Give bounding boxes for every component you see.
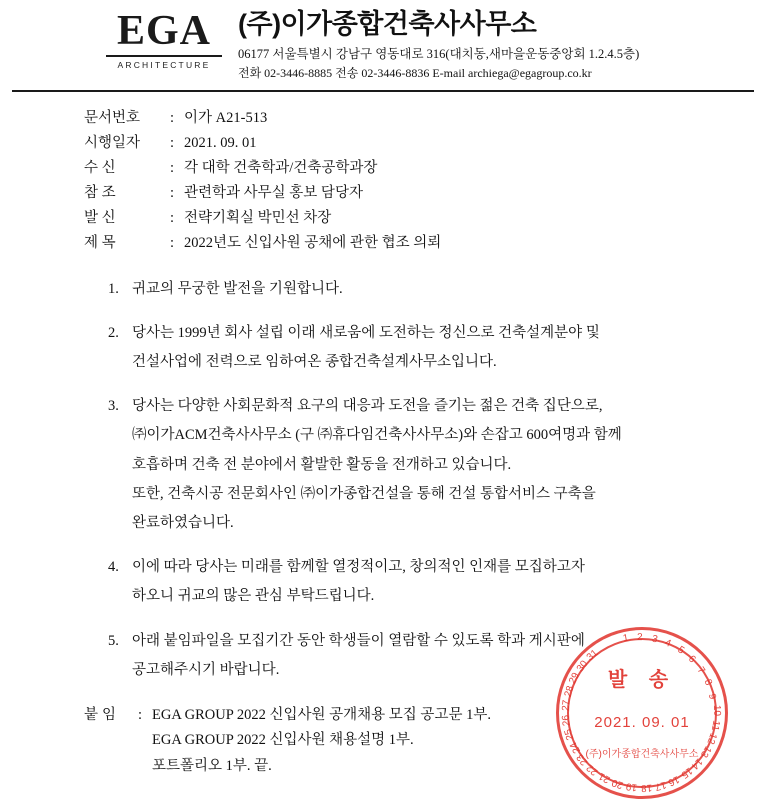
meta-value: 각 대학 건축학과/건축공학과장 bbox=[184, 159, 378, 176]
meta-colon: : bbox=[170, 234, 175, 251]
stamp-ring-number: 18 bbox=[640, 781, 653, 794]
item-line: ㈜이가ACM건축사사무소 (구 ㈜휴다임건축사사무소)와 손잡고 600여명과 함께 bbox=[132, 427, 622, 444]
list-item bbox=[108, 556, 708, 608]
stamp-ring-number: 26 bbox=[560, 713, 573, 727]
stamp-ring-number: 11 bbox=[708, 719, 722, 732]
attachments-label: 붙임 bbox=[84, 706, 121, 723]
document-meta bbox=[84, 106, 766, 256]
list-item bbox=[108, 630, 708, 682]
stamp-ring-number: 30 bbox=[574, 658, 591, 675]
item-line: 당사는 다양한 사회문화적 요구의 대응과 도전을 즐기는 젊은 건축 집단으로, bbox=[132, 398, 603, 415]
meta-value: 관련학과 사무실 홍보 담당자 bbox=[184, 184, 363, 201]
item-text bbox=[132, 278, 708, 301]
meta-row bbox=[84, 206, 766, 231]
stamp-ring-number: 16 bbox=[666, 772, 682, 788]
stamp-title: 발 송 bbox=[607, 669, 677, 691]
item-number: 4. bbox=[108, 559, 119, 576]
stamp-ring-number: 15 bbox=[678, 765, 694, 781]
item-line: 귀교의 무궁한 발전을 기원합니다. bbox=[132, 280, 343, 297]
stamp-ring-number: 29 bbox=[567, 670, 583, 686]
stamp-ring-number: 17 bbox=[653, 778, 668, 792]
item-number: 1. bbox=[108, 280, 119, 297]
attachments-section bbox=[84, 703, 766, 779]
stamp-ring-number: 6 bbox=[685, 653, 698, 666]
item-line: 하오니 귀교의 많은 관심 부탁드립니다. bbox=[132, 588, 375, 605]
meta-value: 2022년도 신입사원 공채에 관한 협조 의뢰 bbox=[184, 234, 442, 251]
letterhead-details bbox=[224, 8, 752, 81]
attachment-item: EGA GROUP 2022 신입사원 채용설명 1부. bbox=[152, 732, 414, 749]
attachment-item: EGA GROUP 2022 신입사원 공개채용 모집 공고문 1부. bbox=[152, 706, 491, 723]
meta-colon: : bbox=[170, 209, 175, 226]
item-line: 당사는 1999년 회사 설립 이래 새로움에 도전하는 정신으로 건축설계분야 및 bbox=[132, 324, 600, 341]
meta-colon: : bbox=[170, 134, 175, 151]
attachments-list bbox=[152, 703, 491, 779]
stamp-ring-number: 24 bbox=[567, 739, 583, 755]
letterhead bbox=[0, 0, 766, 86]
meta-row bbox=[84, 131, 766, 156]
body-content bbox=[108, 278, 708, 682]
meta-label: 문서번호 bbox=[84, 110, 141, 126]
item-line: 건설사업에 전력으로 임하여온 종합건축설계사무소입니다. bbox=[132, 354, 497, 370]
stamp-ring-number: 25 bbox=[562, 727, 577, 742]
meta-row bbox=[84, 231, 766, 256]
meta-row bbox=[84, 156, 766, 181]
item-line: 아래 붙임파일을 모집기간 동안 학생들이 열람할 수 있도록 학과 게시판에 bbox=[132, 632, 585, 649]
stamp-ring-number: 28 bbox=[562, 684, 577, 699]
stamp-ring-number: 31 bbox=[584, 648, 601, 664]
meta-row bbox=[84, 106, 766, 131]
stamp-ring-number: 21 bbox=[597, 770, 613, 786]
stamp-ring-number: 2 bbox=[637, 631, 643, 644]
meta-value: 이가 A21-513 bbox=[184, 110, 268, 126]
meta-colon: : bbox=[170, 184, 175, 201]
stamp-ring-number: 27 bbox=[560, 699, 573, 712]
meta-label: 참 조 bbox=[84, 184, 116, 201]
item-number: 2. bbox=[108, 324, 119, 341]
meta-row bbox=[84, 181, 766, 206]
item-number: 3. bbox=[108, 398, 119, 415]
item-line: 호흡하며 건축 전 분야에서 활발한 활동을 전개하고 있습니다. bbox=[132, 456, 512, 473]
company-name: (주)이가종합건축사사무소 bbox=[238, 9, 537, 39]
item-text bbox=[132, 322, 708, 374]
stamp-ring-number: 1 bbox=[622, 632, 630, 645]
meta-label: 제 목 bbox=[84, 234, 116, 251]
stamp-date: 2021. 09. 01 bbox=[594, 714, 690, 731]
item-text bbox=[132, 395, 708, 535]
item-line: 이에 따라 당사는 미래를 함께할 열정적이고, 창의적인 인재를 모집하고자 bbox=[132, 559, 585, 576]
stamp-ring-number: 9 bbox=[706, 692, 719, 701]
stamp-ring-number: 14 bbox=[688, 755, 705, 772]
stamp-ring-number: 8 bbox=[701, 678, 714, 688]
item-line: 또한, 건축시공 전문회사인 ㈜이가종합건설을 통해 건설 통합서비스 구축을 bbox=[132, 485, 596, 502]
list-item bbox=[108, 395, 708, 535]
company-contact: 전화 02-3446-8885 전송 02-3446-8836 E-mail archiega@egagroup.co.kr bbox=[238, 66, 592, 81]
attachments-colon: : bbox=[138, 706, 143, 723]
company-address: 06177 서울특별시 강남구 영동대로 316(대치동,새마을운동중앙회 1.2.4.5층) bbox=[238, 47, 640, 62]
letterhead-rule bbox=[12, 90, 754, 92]
meta-value: 전략기획실 박민선 차장 bbox=[184, 209, 332, 226]
list-item bbox=[108, 322, 708, 374]
item-line: 완료하였습니다. bbox=[132, 514, 234, 531]
meta-label: 발 신 bbox=[84, 209, 116, 226]
attachment-item: 포트폴리오 1부. 끝. bbox=[152, 757, 272, 774]
stamp-ring-number: 20 bbox=[610, 776, 625, 791]
stamp-org: (주)이가종합건축사사무소 bbox=[585, 749, 699, 760]
list-item bbox=[108, 278, 708, 301]
logo-subtitle: ARCHITECTURE bbox=[117, 60, 211, 70]
stamp-ring-number: 7 bbox=[694, 664, 707, 676]
meta-label: 수 신 bbox=[84, 159, 116, 176]
meta-colon: : bbox=[170, 159, 175, 176]
stamp-ring-number: 22 bbox=[585, 761, 601, 778]
meta-label: 시행일자 bbox=[84, 134, 141, 151]
logo-wordmark: EGA bbox=[116, 8, 211, 54]
company-logo bbox=[104, 10, 224, 70]
meta-value: 2021. 09. 01 bbox=[184, 134, 257, 151]
item-line: 공고해주시기 바랍니다. bbox=[132, 661, 280, 678]
meta-colon: : bbox=[170, 110, 175, 126]
logo-divider bbox=[106, 55, 222, 57]
stamp-ring-number: 23 bbox=[575, 751, 591, 768]
stamp-ring-number: 10 bbox=[710, 705, 723, 717]
item-text bbox=[132, 630, 708, 682]
stamp-ring-number: 19 bbox=[625, 780, 639, 794]
stamp-ring-number: 5 bbox=[675, 644, 686, 657]
item-text bbox=[132, 556, 708, 608]
stamp-ring-number: 12 bbox=[704, 731, 719, 747]
stamp-ring-number: 13 bbox=[697, 744, 714, 760]
stamp-ring-number: 3 bbox=[650, 633, 659, 646]
item-number: 5. bbox=[108, 632, 119, 649]
stamp-ring-number: 4 bbox=[663, 637, 673, 650]
